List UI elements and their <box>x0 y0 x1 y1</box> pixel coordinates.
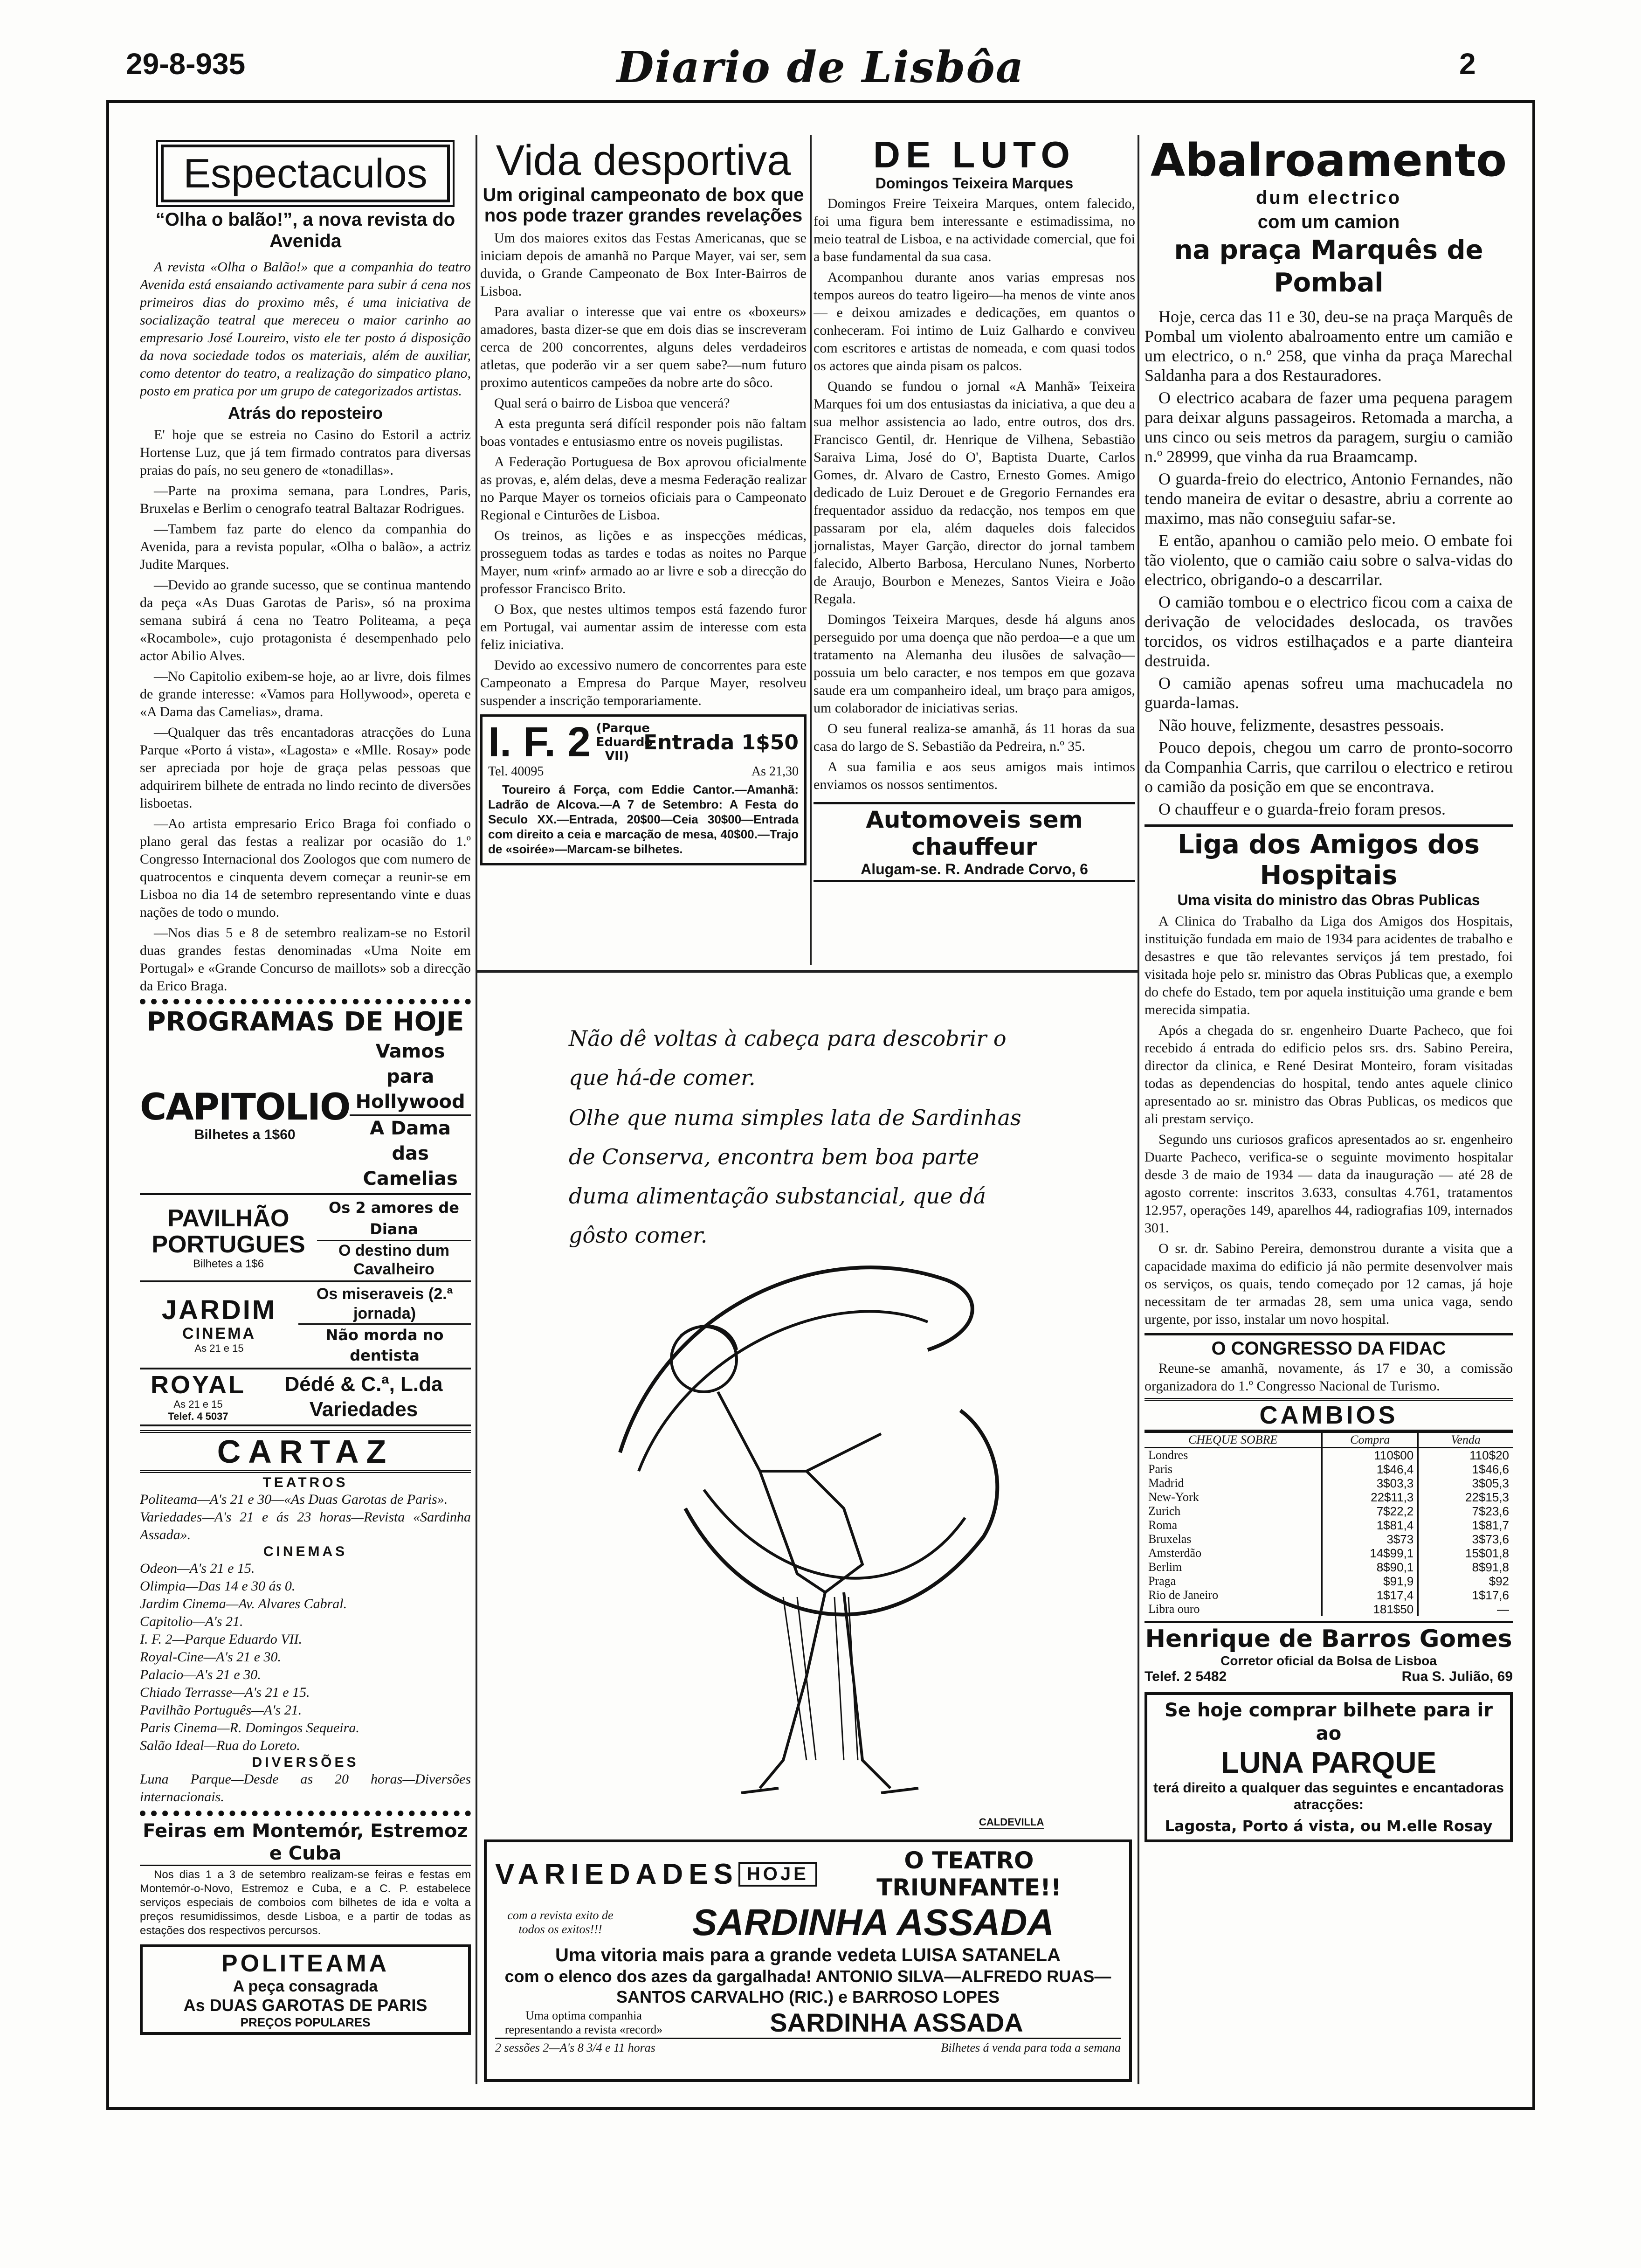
henrique-tel: Telef. 2 5482 <box>1145 1669 1227 1684</box>
vida-paragraph: A esta pregunta será difícil responder pois não faltam boas vontades e entusiasmo entre os noveis pugilistas. <box>480 416 807 449</box>
cambios-venda: — <box>1418 1602 1513 1616</box>
cambios-venda: 1$17,6 <box>1418 1588 1513 1602</box>
cambios-compra: 22$11,3 <box>1322 1490 1418 1504</box>
cambios-venda: $92 <box>1418 1574 1513 1588</box>
variedades-line-1: Uma vitoria mais para a grande vedeta LUISA SATANELA <box>555 1945 1061 1965</box>
vida-paragraph: A Federação Portuguesa de Box aprovou oficialmente as provas, e, além delas, deve a mesma Federação realizar no Parque Mayer os torneios oficiais para o Campeonato Regional e Cinturões de Lisboa. <box>480 454 807 523</box>
abalroamento-paragraph: O guarda-freio do electrico, Antonio Fernandes, não tendo maneira de evitar o desastre, abriu a corrente ao maximo, mas não conseguiu safar-se. <box>1145 470 1513 527</box>
cambios-venda: 3$05,3 <box>1418 1476 1513 1490</box>
luto-paragraph: O seu funeral realiza-se amanhã, ás 11 horas da sua casa do largo de S. Sebastião da Pedreira, n.º 35. <box>814 721 1135 754</box>
table-row <box>1145 1546 1513 1560</box>
column-1 <box>140 135 471 2094</box>
jardim-times: As 21 e 15 <box>194 1342 244 1354</box>
cinema-listing: Paris Cinema—R. Domingos Sequeira. <box>140 1720 359 1736</box>
liga-header: Liga dos Amigos dos Hospitais <box>1178 830 1480 891</box>
luto-paragraph: Quando se fundou o jornal «A Manhã» Teixeira Marques foi um dos entusiastas da iniciativa, a que deu a sua melhor assistencia ao lado, entre outros, dos drs. Francisco Gentil, dr. Henrique de Vilhena, Sebastião Saraiva Lima, José do O', Baptista Duarte, Carlos Gomes, dr. Alvaro de Castro, Ernesto Gomes. Amigo dedicado de Luiz Derouet e de Gregorio Fernandes era frequentador assiduo da redacção, nos tempos em que passaram por ela, além daqueles dois falecidos jornalistas, Mayer Garção, director do jornal tambem falecido, Alberto Barbosa, Herculano Nunes, Norberto de Araujo, Bourbon e Menezes, Santos Vieira e João Regala. <box>814 379 1135 607</box>
cambios-venda: 22$15,3 <box>1418 1490 1513 1504</box>
abalroamento-sub-3: na praça Marquês de Pombal <box>1174 235 1483 298</box>
cartaz-header: CARTAZ <box>140 1430 471 1473</box>
cambios-place: New-York <box>1148 1490 1199 1504</box>
vida-header: Vida desportiva <box>496 137 791 184</box>
table-row <box>1145 1490 1513 1504</box>
divider <box>476 970 1138 973</box>
luto-subhead: Domingos Teixeira Marques <box>875 175 1074 192</box>
cambios-compra: 110$00 <box>1322 1448 1418 1463</box>
column-2 <box>480 135 807 965</box>
cinema-listing: Salão Ideal—Rua do Loreto. <box>140 1738 300 1753</box>
royal-tag: Dédé & C.ª, L.da <box>284 1373 443 1396</box>
reposteiro-subhead: Atrás do reposteiro <box>228 403 383 422</box>
espectaculos-paragraph: E' hoje que se estreia no Casino do Estoril a actriz Hortense Luz, que já tem firmado contratos para diversas praias do país, no seu genero de «tonadillas». <box>140 427 471 478</box>
sardinha-line-2: Olhe que numa simples lata de Sardinhas de Conserva, encontra bem boa parte duma alimentação substancial, que dá gôsto comer. <box>569 1105 1021 1248</box>
henrique-name: Henrique de Barros Gomes <box>1145 1625 1512 1653</box>
newspaper-title: Diario de Lisbôa <box>616 42 1025 92</box>
table-row <box>1145 1588 1513 1602</box>
variedades-small: com a revista exito de todos os exitos!!! <box>507 1908 614 1936</box>
luto-paragraph: Acompanhou durante anos varias empresas nos tempos aureos do teatro ligeiro—ha menos de vinte anos— e deixou amizades e dedicações, em quantos o conheceram. Foi intimo de Luiz Galhardo e conviveu com escritores e artistas de nomeada, e com quasi todos os actores que ainda pisam os palcos. <box>814 270 1135 373</box>
divider <box>140 1811 471 1816</box>
automoveis-line-1: Automoveis sem chauffeur <box>866 806 1083 860</box>
pavilhao-film-2: O destino dum Cavalheiro <box>338 1242 449 1278</box>
espectaculos-paragraph: —Parte na proxima semana, para Londres, Paris, Bruxelas e Berlim o cenografo teatral Baltazar Rodrigues. <box>140 483 471 516</box>
diversoes-listing: Luna Parque—Desde as 20 horas—Diversões internacionais. <box>140 1771 471 1805</box>
cambios-venda: 8$91,8 <box>1418 1560 1513 1574</box>
sardinha-illustration-ad <box>480 977 1133 1835</box>
issue-date: 29-8-935 <box>126 47 246 81</box>
pavilhao-film-1: Os 2 amores de Diana <box>317 1197 471 1241</box>
cambios-place: Libra ouro <box>1148 1602 1200 1616</box>
abalroamento-sub-2: com um camion <box>1257 212 1400 232</box>
cinema-listing: I. F. 2—Parque Eduardo VII. <box>140 1632 303 1647</box>
liga-paragraph: Segundo uns curiosos graficos apresentados ao sr. engenheiro Duarte Pacheco, verifica-se o seguinte movimento hospitalar desde 3 de maio de 1934 — data da inauguração — até 28 de agosto corrente: inscritos 3.633, consultas 4.761, tratamentos 12.957, operações 149, aparelhos 44, radiografias 109, internados 301. <box>1145 1132 1513 1236</box>
cinemas-heading: CINEMAS <box>263 1544 348 1559</box>
politeama-ad <box>140 1944 471 2035</box>
liga-paragraph: Após a chegada do sr. engenheiro Duarte Pacheco, que foi recebido á entrada do edificio pelos srs. drs. Sabino Pereira, director da clinica, e René Desirat Monteiro, foram visitadas todas as dependencias do hospital, tendo antes aquele clinico apresentado ao sr. ministro das Obras Publicas, os medicos que ali prestam serviço. <box>1145 1023 1513 1127</box>
abalroamento-paragraph: O chauffeur e o guarda-freio foram presos. <box>1158 800 1446 818</box>
abalroamento-paragraph: Hoje, cerca das 11 e 30, deu-se na praça Marquês de Pombal um violento abalroamento entre um camião e um electrico, o n.º 258, que vinha da praça Marechal Saldanha para a dos Restauradores. <box>1145 307 1513 385</box>
jardim-film-2: Não morda no dentista <box>325 1326 444 1364</box>
variedades-line-3: Uma optima companhia representando a revista «record» <box>504 2008 663 2036</box>
vida-paragraph: Um dos maiores exitos das Festas Americanas, que se iniciam depois de amanhã no Parque Mayer, vai ser, sem duvida, o Grande Campeonato de Box Inter-Bairros de Lisboa. <box>480 230 807 299</box>
espectaculos-paragraph: —Qualquer das três encantadoras atracções do Luna Parque «Porto á vista», «Lagosta» e «Mlle. Rosay» pode ser apreciada por hoje de graça pelas pessoas que adquirirem bilhete de entrada no lindo recinto de diversões lisboetas. <box>140 725 471 811</box>
politeama-name: POLITEAMA <box>221 1950 390 1977</box>
illustration-signature: CALDEVILLA <box>979 1816 1044 1829</box>
liga-paragraph: A Clinica do Trabalho da Liga dos Amigos dos Hospitais, instituição fundada em maio de 1934 para acidentes de trabalho e desastres e que tão relevantes serviços já tem prestado, foi visitada hoje pelo sr. ministro das Obras Publicas que, a exemplo do chefe do Estado, tem por aquela instituição uma grande e bem merecida simpatia. <box>1145 913 1513 1017</box>
column-rule <box>476 135 477 2084</box>
programas-header: PROGRAMAS DE HOJE <box>146 1007 464 1037</box>
cambios-compra: 1$81,4 <box>1322 1518 1418 1532</box>
cinema-listing: Royal-Cine—A's 21 e 30. <box>140 1649 282 1665</box>
politeama-line-3: PREÇOS POPULARES <box>240 2015 371 2029</box>
cinema-listing: Chiado Terrasse—A's 21 e 15. <box>140 1685 310 1700</box>
vida-paragraph: Devido ao excessivo numero de concorrentes para este Campeonato a Empresa do Parque Mayer, resolveu suspender a inscrição temporariamente. <box>480 657 807 708</box>
cambios-place: Zurich <box>1148 1504 1181 1518</box>
vida-headline: Um original campeonato de box que nos pode trazer grandes revelações <box>483 185 804 226</box>
capitolio-price: Bilhetes a 1$60 <box>194 1127 296 1142</box>
espectaculos-header: Espectaculos <box>183 150 427 196</box>
cambios-venda: 7$23,6 <box>1418 1504 1513 1518</box>
jardim-name-1: JARDIM <box>161 1294 277 1325</box>
automoveis-ad <box>814 802 1135 882</box>
luna-parque-ad <box>1145 1692 1513 1842</box>
teatro-listing: Politeama—A's 21 e 30—«As Duas Garotas de Paris». <box>140 1492 448 1507</box>
cambios-venda: 110$20 <box>1418 1448 1513 1463</box>
program-royal <box>140 1369 471 1426</box>
cambios-place: Madrid <box>1148 1476 1184 1490</box>
cambios-place: Rio de Janeiro <box>1148 1588 1219 1602</box>
luto-paragraph: Domingos Freire Teixeira Marques, ontem falecido, foi uma figura bem interessante e estimadissima, no meio teatral de Lisboa, e na actividade comercial, que foi a base fundamental da sua casa. <box>814 196 1135 264</box>
henrique-line-1: Corretor oficial da Bolsa de Lisboa <box>1220 1653 1437 1668</box>
luna-line-2: terá direito a qualquer das seguintes e encantadoras atracções: <box>1153 1780 1504 1812</box>
divider <box>140 999 471 1004</box>
cambios-col-header: Compra <box>1322 1432 1418 1448</box>
espectaculos-headline: “Olha o balão!”, a nova revista do Avenida <box>155 209 455 251</box>
divider <box>1145 1333 1513 1335</box>
if2-hora: As 21,30 <box>751 764 799 779</box>
variedades-line-2: com o elenco dos azes da gargalhada! ANTONIO SILVA—ALFREDO RUAS—SANTOS CARVALHO (RIC.) e BARROSO LOPES <box>504 1967 1111 2006</box>
cambios-place: Berlim <box>1148 1560 1182 1574</box>
vida-paragraph: Os treinos, as lições e as inspecções médicas, prosseguem todas as tardes e todas as noites no Parque Mayer, num «rinf» armado ao ar livre e sob a direcção do professor Francisco Brito. <box>480 528 807 596</box>
if2-parque: (Parque Eduardo VII) <box>596 721 653 763</box>
teatros-heading: TEATROS <box>262 1475 348 1490</box>
cambios-compra: 181$50 <box>1322 1602 1418 1616</box>
cambios-venda: 1$46,6 <box>1418 1462 1513 1476</box>
column-rule <box>810 135 812 965</box>
variedades-hoje: HOJE <box>738 1862 817 1887</box>
cambios-compra: 1$46,4 <box>1322 1462 1418 1476</box>
luna-line-1: Se hoje comprar bilhete para ir ao <box>1164 1700 1493 1744</box>
table-row <box>1145 1462 1513 1476</box>
politeama-line-1: A peça consagrada <box>233 1978 378 1995</box>
espectaculos-paragraph: —Nos dias 5 e 8 de setembro realizam-se no Estoril duas grandes festas denominadas «Uma Noite em Portugal» e «Grande Concurso de maillots» sob a direcção da Erico Braga. <box>140 925 471 994</box>
cinema-listing: Olimpia—Das 14 e 30 ás 0. <box>140 1578 296 1594</box>
abalroamento-paragraph: Pouco depois, chegou um carro de pronto-socorro da Companhia Carris, que carrilou o electrico e retirou o camião da posição em que se encontrava. <box>1145 738 1513 796</box>
column-rule <box>1138 135 1139 2084</box>
variedades-line-4: 2 sessões 2—A's 8 3/4 e 11 horas <box>495 2041 655 2054</box>
column-3 <box>814 135 1135 965</box>
abalroamento-sub-1: dum electrico <box>1255 187 1402 208</box>
espectaculos-intro: A revista «Olha o Balão!» que a companhia do teatro Avenida está ensaiando activamente para subir á cena nos primeiros dias do proximo mês, é uma iniciativa de socialização teatral que mereceu o maior carinho ao empresario José Loureiro, visto ele ter posto á disposição da nova sociedade todos os materiais, além de auxiliar, como detentor do teatro, a realização do simpatico plano, posto em pratica por um grupo de categorizados artistas. <box>140 259 471 399</box>
espectaculos-header-box <box>161 145 450 202</box>
capitolio-film-1: Vamos para Hollywood <box>350 1039 471 1116</box>
liga-subhead: Uma visita do ministro das Obras Publicas <box>1177 892 1480 908</box>
cambios-compra: 14$99,1 <box>1322 1546 1418 1560</box>
cinema-listing: Odeon—A's 21 e 15. <box>140 1561 255 1576</box>
cambios-table <box>1145 1431 1513 1616</box>
variedades-line-5: Bilhetes á venda para toda a semana <box>941 2041 1121 2054</box>
royal-times: As 21 e 15 <box>173 1398 223 1410</box>
abalroamento-paragraph: O camião apenas sofreu uma machucadela no guarda-lamas. <box>1145 674 1513 712</box>
if2-details: Toureiro á Força, com Eddie Cantor.—Amanhã: Ladrão de Alcova.—A 7 de Setembro: A Festa do Seculo XX.—Entrada, 20$00—Ceia 30$00—Entrada com direito a ceia e marcação de mesa, 40$00.—Trajo de «soirée»—Marcam-se bilhetes. <box>488 782 799 856</box>
feiras-headline: Feiras em Montemór, Estremoz e Cuba <box>140 1820 471 1866</box>
abalroamento-paragraph: O electrico acabara de fazer uma pequena paragem para deixar alguns passageiros. Retomada a marcha, a uns cinco ou seis metros da paragem, surgiu o camião n.º 28999, que vinha da rua Braamcamp. <box>1145 388 1513 466</box>
luna-name: LUNA PARQUE <box>1220 1746 1437 1779</box>
vida-paragraph: Qual será o bairro de Lisboa que vencerá? <box>494 395 730 411</box>
luto-header: DE LUTO <box>873 135 1076 175</box>
if2-name: I. F. 2 <box>488 719 591 766</box>
henrique-ad <box>1145 1621 1513 1685</box>
masthead <box>0 42 1641 98</box>
divider <box>1145 824 1513 827</box>
page-number: 2 <box>1459 47 1476 81</box>
pavilhao-name-2: PORTUGUES <box>152 1231 305 1258</box>
cambios-col-header: CHEQUE SOBRE <box>1145 1432 1322 1448</box>
luto-paragraph: Domingos Teixeira Marques, desde há alguns anos perseguido por uma doença que não perdoa—e a que um tratamento na Alemanha deu ilusões de salvação—possuia um belo caracter, e nos tempos em que gozava saude era um companheiro ideal, um braço para amigos, um colaborador de iniciativas serias. <box>814 612 1135 716</box>
table-row <box>1145 1602 1513 1616</box>
program-pavilhao <box>140 1195 471 1282</box>
feiras-text: Nos dias 1 a 3 de setembro realizam-se feiras e festas em Montemór-o-Novo, Estremoz e Cuba, e a C. P. estabelece serviços especiais de comboios com bilhetes de ida e volta a preços resumidissimos, desde Lisboa, e a partir de todas as estações dos respectivos percursos. <box>140 1868 471 1937</box>
cambios-compra: 7$22,2 <box>1322 1504 1418 1518</box>
pavilhao-price: Bilhetes a 1$6 <box>193 1257 264 1270</box>
abalroamento-header: Abalroamento <box>1150 135 1507 187</box>
table-row <box>1145 1574 1513 1588</box>
cambios-compra: $91,9 <box>1322 1574 1418 1588</box>
cambios-place: Praga <box>1148 1574 1176 1588</box>
sardinha-line-1: Não dê voltas à cabeça para descobrir o que há-de comer. <box>569 1026 1007 1090</box>
table-row <box>1145 1518 1513 1532</box>
table-row <box>1145 1560 1513 1574</box>
diversoes-heading: DIVERSÕES <box>252 1755 359 1770</box>
cambios-place: Londres <box>1148 1448 1188 1462</box>
cambios-compra: 3$73 <box>1322 1532 1418 1546</box>
table-row <box>1145 1504 1513 1518</box>
table-row <box>1145 1532 1513 1546</box>
pavilhao-name-1: PAVILHÃO <box>167 1204 290 1232</box>
cambios-place: Amsterdão <box>1148 1546 1202 1560</box>
cambios-compra: 1$17,4 <box>1322 1588 1418 1602</box>
cambios-header: CAMBIOS <box>1145 1398 1513 1431</box>
cambios-col-header: Venda <box>1418 1432 1513 1448</box>
column-4 <box>1145 135 1513 2098</box>
cambios-compra: 3$03,3 <box>1322 1476 1418 1490</box>
cinema-listing: Jardim Cinema—Av. Alvares Cabral. <box>140 1596 347 1611</box>
cambios-header-row <box>1145 1432 1513 1448</box>
program-capitolio <box>140 1037 471 1195</box>
espectaculos-paragraph: —Ao artista empresario Erico Braga foi confiado o plano geral das festas a realizar por ocasião do 1.º Congresso Internacional dos Zoologos que com numero de quatrocentos e cinquenta devem começar a reunir-se em Lisboa no dia 14 de setembro representando vinte e duas nações de todo o mundo. <box>140 816 471 920</box>
cambios-venda: 3$73,6 <box>1418 1532 1513 1546</box>
politeama-line-2: As DUAS GAROTAS DE PARIS <box>183 1996 427 2015</box>
cambios-venda: 15$01,8 <box>1418 1546 1513 1560</box>
jardim-film-1: Os miseraveis (2.ª jornada) <box>298 1284 471 1325</box>
capitolio-name: CAPITOLIO <box>140 1086 350 1128</box>
if2-ad <box>480 714 807 865</box>
table-row <box>1145 1448 1513 1463</box>
capitolio-film-2: A Dama das Camelias <box>363 1118 458 1189</box>
abalroamento-paragraph: O camião tombou e o electrico ficou com a caixa de derivação de velocidades deslocada, os travões torcidos, os vidros estilhaçados e a parte dianteira destruida. <box>1145 593 1513 670</box>
espectaculos-paragraph: —Tambem faz parte do elenco da companhia do Avenida, para a revista popular, «Olha o balão», a actriz Judite Marques. <box>140 521 471 572</box>
automoveis-line-2: Alugam-se. R. Andrade Corvo, 6 <box>861 861 1088 878</box>
royal-name: ROYAL <box>150 1371 246 1399</box>
table-row <box>1145 1476 1513 1490</box>
cambios-place: Bruxelas <box>1148 1532 1192 1546</box>
abalroamento-paragraph: Não houve, felizmente, desastres pessoais. <box>1158 716 1444 734</box>
cambios-place: Roma <box>1148 1518 1178 1532</box>
vida-paragraph: O Box, que nestes ultimos tempos está fazendo furor em Portugal, vai aumentar assim de interesse com esta feliz iniciativa. <box>480 602 807 652</box>
program-jardim <box>140 1282 471 1369</box>
espectaculos-paragraph: —Devido ao grande sucesso, que se continua mantendo da peça «As Duas Garotas de Paris», só na proxima semana subirá á cena no Teatro Politeama, a peça «Rocambole», cujo protagonista é desempenhado pelo actor Abilio Alves. <box>140 577 471 664</box>
henrique-addr: Rua S. Julião, 69 <box>1401 1669 1513 1684</box>
abalroamento-paragraph: E então, apanhou o camião pelo meio. O embate foi tão violento, que o camião caiu sobre o salva-vidas do electrico, obrigando-o a descarrilar. <box>1145 531 1513 589</box>
jardim-name-2: CINEMA <box>182 1324 256 1342</box>
espectaculos-paragraph: —No Capitolio exibem-se hoje, ao ar livre, dois filmes de grande interesse: «Vamos para Hollywood», opereta e «A Dama das Camelias», drama. <box>140 669 471 719</box>
fidac-text: Reune-se amanhã, novamente, ás 17 e 30, a comissão organizadora do 1.º Congresso Nacional de Turismo. <box>1145 1361 1513 1394</box>
cinema-listing: Pavilhão Português—A's 21. <box>140 1702 302 1718</box>
luna-line-3: Lagosta, Porto á vista, ou M.elle Rosay <box>1165 1817 1493 1835</box>
luto-paragraph: A sua familia e aos seus amigos mais intimos enviamos os nossos sentimentos. <box>814 759 1135 792</box>
variedades-show: SARDINHA ASSADA <box>692 1902 1055 1943</box>
variedades-name: VARIEDADES <box>495 1858 738 1890</box>
if2-tel: Tel. 40095 <box>488 764 544 779</box>
variedades-ad <box>484 1839 1132 2082</box>
cambios-venda: 1$81,7 <box>1418 1518 1513 1532</box>
variedades-show-repeat: SARDINHA ASSADA <box>770 2008 1023 2037</box>
cinema-listing: Palacio—A's 21 e 30. <box>140 1667 261 1682</box>
royal-film-1: Variedades <box>309 1398 418 1421</box>
liga-paragraph: O sr. dr. Sabino Pereira, demonstrou durante a visita que a capacidade maxima do edificio já não permite desenvolver mais os serviços, os quais, tendo começado por 12 camas, já hoje necessitam de ter armadas 28, sem uma unica vaga, sendo urgente, por isso, instalar um novo hospital. <box>1145 1241 1513 1327</box>
cambios-compra: 8$90,1 <box>1322 1560 1418 1574</box>
cambios-place: Paris <box>1148 1462 1172 1476</box>
if2-entrada: Entrada 1$50 <box>643 730 799 754</box>
fidac-header: O CONGRESSO DA FIDAC <box>1211 1338 1446 1359</box>
variedades-tag: O TEATRO TRIUNFANTE!! <box>876 1847 1062 1901</box>
royal-tel: Telef. 4 5037 <box>168 1411 228 1422</box>
vida-paragraph: Para avaliar o interesse que vai entre os «boxeurs» amadores, basta dizer-se que em dois dias se inscreveram cerca de 200 concorrentes, alguns deles verdadeiros atletas, que poderão vir a ser quem sabe?—num futuro proximo autenticos campeões da nobre arte do sôco. <box>480 304 807 390</box>
dancing-man-drawing <box>564 1210 1030 1835</box>
teatro-listing: Variedades—A's 21 e ás 23 horas—Revista «Sardinha Assada». <box>140 1509 471 1542</box>
cinema-listing: Capitolio—A's 21. <box>140 1614 243 1629</box>
